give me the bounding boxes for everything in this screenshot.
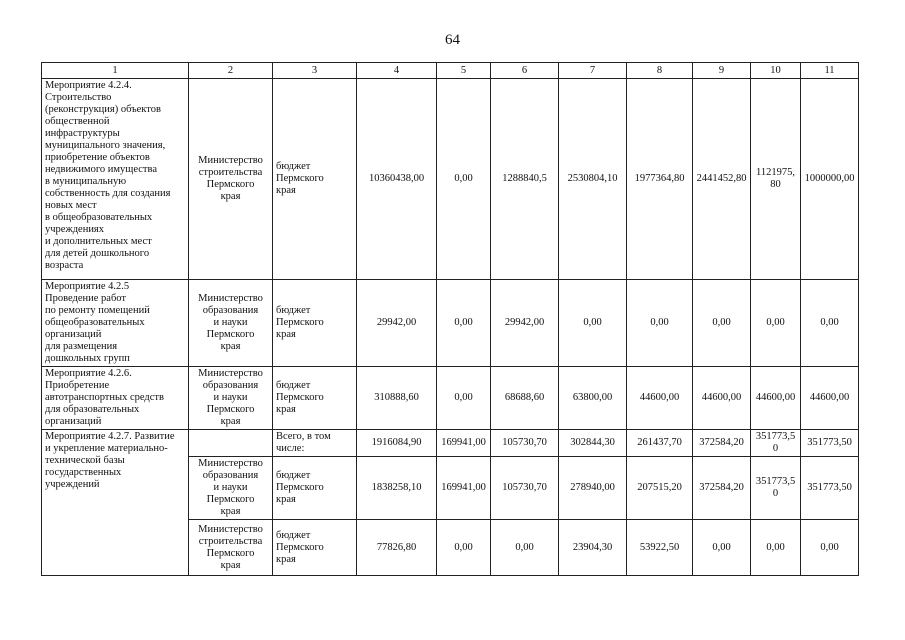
value-cell: 1977364,80 <box>627 79 693 280</box>
table-row <box>42 367 859 430</box>
column-number: 2 <box>189 63 273 79</box>
executor: Министерство строительства Пермского края <box>189 520 273 576</box>
executor: Министерство образования и науки Пермского края <box>189 457 273 520</box>
value-cell: 0,00 <box>437 79 491 280</box>
value-cell: 77826,80 <box>357 520 437 576</box>
column-number: 7 <box>559 63 627 79</box>
value-cell: 44600,00 <box>751 367 801 430</box>
value-cell: 23904,30 <box>559 520 627 576</box>
value-cell: 207515,20 <box>627 457 693 520</box>
activity-name: Мероприятие 4.2.6. Приобретение автотранспортных средств для образовательных организаций <box>42 367 189 430</box>
activity-name: Мероприятие 4.2.5 Проведение работ по ремонту помещений общеобразовательных организаций для размещения дошкольных групп <box>42 280 189 367</box>
funding-source: Всего, в том числе: <box>273 430 357 457</box>
funding-source: бюджет Пермского края <box>273 520 357 576</box>
column-number: 5 <box>437 63 491 79</box>
activity-name: Мероприятие 4.2.4. Строительство (реконструкция) объектов общественной инфраструктуры муниципального значения, приобретение объектов недвижимого имущества в муниципальную собственность для создания новых мест в общеобразовательных учреждениях и дополнительных мест для детей дошкольного возраста <box>42 79 189 280</box>
funding-source: бюджет Пермского края <box>273 367 357 430</box>
value-cell: 44600,00 <box>801 367 859 430</box>
value-cell: 10360438,00 <box>357 79 437 280</box>
executor: Министерство строительства Пермского края <box>189 79 273 280</box>
value-cell: 169941,00 <box>437 430 491 457</box>
value-cell: 302844,30 <box>559 430 627 457</box>
value-cell: 2441452,80 <box>693 79 751 280</box>
value-cell: 2530804,10 <box>559 79 627 280</box>
value-cell: 0,00 <box>801 280 859 367</box>
value-cell: 1288840,5 <box>491 79 559 280</box>
value-cell: 0,00 <box>437 367 491 430</box>
value-cell: 0,00 <box>693 280 751 367</box>
value-cell: 0,00 <box>437 520 491 576</box>
value-cell: 372584,20 <box>693 457 751 520</box>
column-number-row <box>42 63 859 79</box>
column-number: 9 <box>693 63 751 79</box>
table-row <box>42 79 859 280</box>
column-number: 11 <box>801 63 859 79</box>
value-cell: 0,00 <box>801 520 859 576</box>
value-cell: 29942,00 <box>357 280 437 367</box>
value-cell: 105730,70 <box>491 430 559 457</box>
table-row <box>42 430 859 457</box>
value-cell: 0,00 <box>693 520 751 576</box>
table-row <box>42 280 859 367</box>
column-number: 10 <box>751 63 801 79</box>
column-number: 3 <box>273 63 357 79</box>
executor: Министерство образования и науки Пермского края <box>189 280 273 367</box>
funding-source: бюджет Пермского края <box>273 79 357 280</box>
value-cell: 372584,20 <box>693 430 751 457</box>
value-cell: 29942,00 <box>491 280 559 367</box>
activity-name: Мероприятие 4.2.7. Развитие и укрепление материально- технической базы государственных учреждений <box>42 430 189 576</box>
value-cell: 0,00 <box>491 520 559 576</box>
column-number: 4 <box>357 63 437 79</box>
column-number: 6 <box>491 63 559 79</box>
value-cell: 0,00 <box>751 520 801 576</box>
value-cell: 278940,00 <box>559 457 627 520</box>
value-cell: 0,00 <box>751 280 801 367</box>
value-cell: 1838258,10 <box>357 457 437 520</box>
executor: Министерство образования и науки Пермского края <box>189 367 273 430</box>
value-cell: 351773,50 <box>801 430 859 457</box>
value-cell: 105730,70 <box>491 457 559 520</box>
value-cell: 1121975,80 <box>751 79 801 280</box>
executor <box>189 430 273 457</box>
value-cell: 0,00 <box>437 280 491 367</box>
value-cell: 261437,70 <box>627 430 693 457</box>
value-cell: 44600,00 <box>627 367 693 430</box>
column-number: 8 <box>627 63 693 79</box>
value-cell: 0,00 <box>559 280 627 367</box>
funding-source: бюджет Пермского края <box>273 280 357 367</box>
value-cell: 44600,00 <box>693 367 751 430</box>
program-table <box>41 62 859 576</box>
value-cell: 351773,50 <box>751 430 801 457</box>
value-cell: 351773,50 <box>801 457 859 520</box>
value-cell: 63800,00 <box>559 367 627 430</box>
page-number: 64 <box>445 32 460 48</box>
value-cell: 351773,50 <box>751 457 801 520</box>
funding-source: бюджет Пермского края <box>273 457 357 520</box>
column-number: 1 <box>42 63 189 79</box>
value-cell: 1000000,00 <box>801 79 859 280</box>
value-cell: 0,00 <box>627 280 693 367</box>
value-cell: 1916084,90 <box>357 430 437 457</box>
value-cell: 68688,60 <box>491 367 559 430</box>
value-cell: 53922,50 <box>627 520 693 576</box>
value-cell: 310888,60 <box>357 367 437 430</box>
value-cell: 169941,00 <box>437 457 491 520</box>
